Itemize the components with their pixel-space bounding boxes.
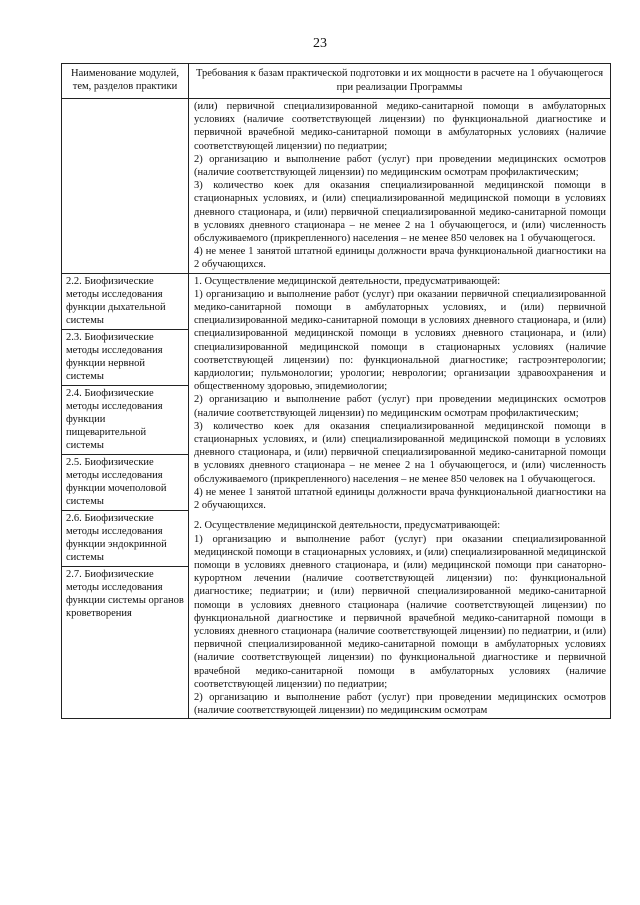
header-modules: Наименование модулей, тем, разделов практики (62, 64, 189, 99)
requirement-paragraph: 2) организацию и выполнение работ (услуг) при проведении медицинских осмотров (наличие соответствующей лицензии) по медицинским осмотрам (194, 691, 606, 717)
module-cell-empty (62, 99, 189, 274)
requirements-cell (189, 273, 611, 719)
requirement-paragraph: 2) организацию и выполнение работ (услуг) при проведении медицинских осмотров (наличие соответствующей лицензии) по медицинским осмотрам профилактическим; (194, 153, 606, 179)
requirement-paragraph: 1) организацию и выполнение работ (услуг) при оказании первичной специализированной медико-санитарной помощи в амбулаторных условиях, и (или) первичной специализированной медико-санитарной помощи в условиях дневного стационара, и (или) специализированной медицинской помощи в условиях дневного стационара, и (или) специализированной медицинской помощи в стационарных условиях (наличие соответствующей лицензии) по: функциональной диагностике; гастроэнтерологии; кардиологии; пульмонологии; урологии; неврологии; организации здравоохранения и общественному здоровью, эпидемиологии; (194, 288, 606, 393)
module-name: 2.6. Биофизические методы исследования функции эндокринной системы (62, 510, 189, 566)
requirements-cell (189, 99, 611, 274)
requirement-paragraph: 2. Осуществление медицинской деятельности, предусматривающей: (194, 520, 501, 532)
module-name: 2.3. Биофизические методы исследования функции нервной системы (62, 329, 189, 385)
table-row (62, 99, 611, 274)
module-name: 2.7. Биофизические методы исследования функции системы органов кроветворения (62, 566, 189, 719)
module-name: 2.4. Биофизические методы исследования функции пищеварительной системы (62, 385, 189, 454)
requirement-paragraph: 3) количество коек для оказания специализированной медицинской помощи в стационарных условиях, и (или) специализированной медицинской помощи в условиях дневного стационара, и (или) первичной специализированной медико-санитарной помощи в условиях дневного стационара – не менее 2 на 1 обучающегося, и (или) численность обслуживаемого (прикрепленного) населения – не менее 850 человек на 1 обучающегося. (194, 180, 606, 245)
requirements-table (61, 63, 611, 719)
requirement-paragraph: 3) количество коек для оказания специализированной медицинской помощи в стационарных условиях, и (или) специализированной медицинской помощи в условиях дневного стационара, и (или) первичной специализированной медико-санитарной помощи в условиях дневного стационара – не менее 2 на 1 обучающегося, и (или) численность обслуживаемого (прикрепленного) населения – не менее 850 человек на 1 обучающегося. (194, 420, 606, 485)
page-number: 23 (313, 36, 327, 51)
table-row (62, 273, 611, 329)
requirement-paragraph: 4) не менее 1 занятой штатной единицы должности врача функциональной диагностики на 2 обучающихся. (194, 246, 606, 271)
paragraph-gap (194, 512, 606, 519)
requirement-paragraph: 2) организацию и выполнение работ (услуг) при проведении медицинских осмотров (наличие соответствующей лицензии) по медицинским осмотрам профилактическим; (194, 394, 606, 419)
requirement-paragraph: 4) не менее 1 занятой штатной единицы должности врача функциональной диагностики на 2 обучающихся. (194, 486, 606, 512)
module-name: 2.5. Биофизические методы исследования функции мочеполовой системы (62, 454, 189, 510)
table-header-row (62, 64, 611, 99)
requirement-paragraph: 1. Осуществление медицинской деятельности, предусматривающей: (194, 275, 501, 287)
header-requirements: Требования к базам практической подготовки и их мощности в расчете на 1 обучающегося при реализации Программы (189, 64, 611, 99)
requirement-paragraph: (или) первичной специализированной медико-санитарной помощи в амбулаторных условиях (наличие соответствующей лицензии) по функциональной диагностике и первичной врачебной медико-санитарной помощи в амбулаторных условиях (наличие соответствующей лицензии) по педиатрии; (194, 101, 606, 152)
module-name: 2.2. Биофизические методы исследования функции дыхательной системы (62, 273, 189, 329)
requirement-paragraph: 1) организацию и выполнение работ (услуг) при оказании специализированной медицинской помощи в стационарных условиях, и (или) специализированной медицинской помощи в условиях дневного стационара, и (или) медицинской помощи при санаторно-курортном лечении (наличие соответствующей лицензии) по: функциональной диагностике; педиатрии; и (или) первичной специализированной медико-санитарной помощи в условиях дневного стационара (наличие соответствующей лицензии) по функциональной диагностике и первичной врачебной медико-санитарной помощи в условиях дневного стационара (наличие соответствующей лицензии) по педиатрии, и (или) первичной специализированной медико-санитарной помощи в амбулаторных условиях (наличие соответствующей лицензии) по функциональной диагностике и первичной врачебной медико-санитарной помощи в амбулаторных условиях (наличие соответствующей лицензии) по педиатрии; (194, 533, 606, 690)
